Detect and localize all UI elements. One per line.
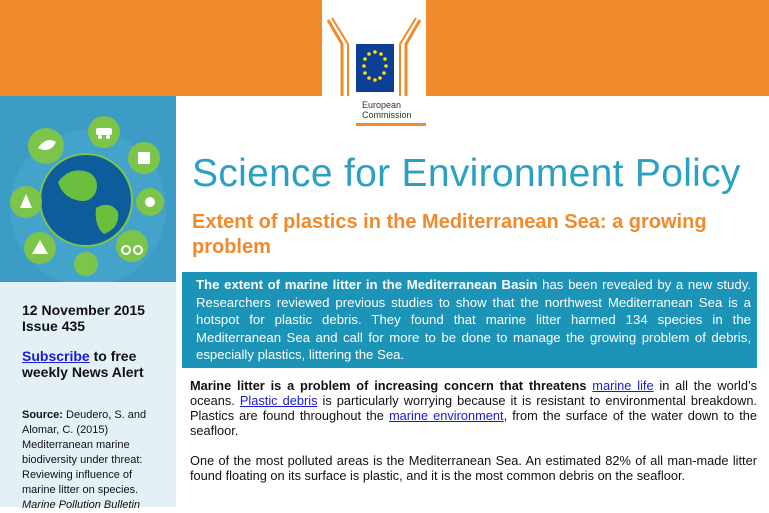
- marine-life-link[interactable]: marine life: [592, 378, 654, 393]
- body-paragraph-2: One of the most polluted areas is the Mediterranean Sea. An estimated 82% of all man-made litter found floating on its surface is plastic, and it is the most common debris on the seafloor.: [190, 453, 757, 483]
- logo-underline: [356, 123, 426, 126]
- ec-logo: [322, 0, 426, 130]
- issue-date: 12 November 2015: [22, 302, 145, 318]
- summary-lead: The extent of marine litter in the Mediterranean Basin: [196, 277, 538, 292]
- p1-lead: Marine litter is a problem of increasing concern that threatens: [190, 378, 587, 393]
- source-citation: [22, 408, 167, 513]
- article-title: Extent of plastics in the Mediterranean Sea: a growing problem: [192, 211, 707, 258]
- issue-info: [22, 302, 145, 334]
- subscribe-text: to free weekly News Alert: [22, 348, 144, 380]
- issue-number: Issue 435: [22, 318, 86, 334]
- source-text: Deudero, S. and Alomar, C. (2015) Mediterranean marine biodiversity under threat: Reviewing influence of marine litter on species.: [22, 409, 147, 496]
- marine-environment-link[interactable]: marine environment: [388, 408, 504, 423]
- article-body: [190, 378, 757, 498]
- summary-text: has been revealed by a new study. Researchers reviewed previous studies to show that the northwest Mediterranean Sea is a hotspot for plastic debris. They found that marine litter harmed 134 species in the Mediterranean Sea and call for more to be done to manage the growing problem of debris, especially plastics, littering the Sea.: [196, 277, 751, 362]
- body-paragraph-1: [190, 378, 757, 438]
- source-journal: Marine Pollution Bulletin: [22, 499, 141, 511]
- subscribe-link[interactable]: Subscribe: [22, 348, 90, 364]
- logo-text-line1: European: [362, 100, 402, 110]
- sidebar: [0, 96, 176, 511]
- p1-text-2: is particularly worrying because it is resistant to environmental breakdown. Plastics are found throughout the: [190, 393, 757, 423]
- earth-illustration: [0, 96, 176, 282]
- p1-text-3: , from the surface of the water down to the seafloor.: [190, 408, 758, 438]
- subscribe-block: [22, 348, 172, 380]
- source-label: Source:: [22, 409, 63, 421]
- site-title: Science for Environment Policy: [192, 152, 741, 195]
- logo-text-line2: Commission: [362, 110, 412, 120]
- plastic-debris-link[interactable]: Plastic debris: [239, 393, 318, 408]
- summary-box: [182, 272, 757, 368]
- p1-text-1: in all the world’s oceans.: [190, 378, 757, 408]
